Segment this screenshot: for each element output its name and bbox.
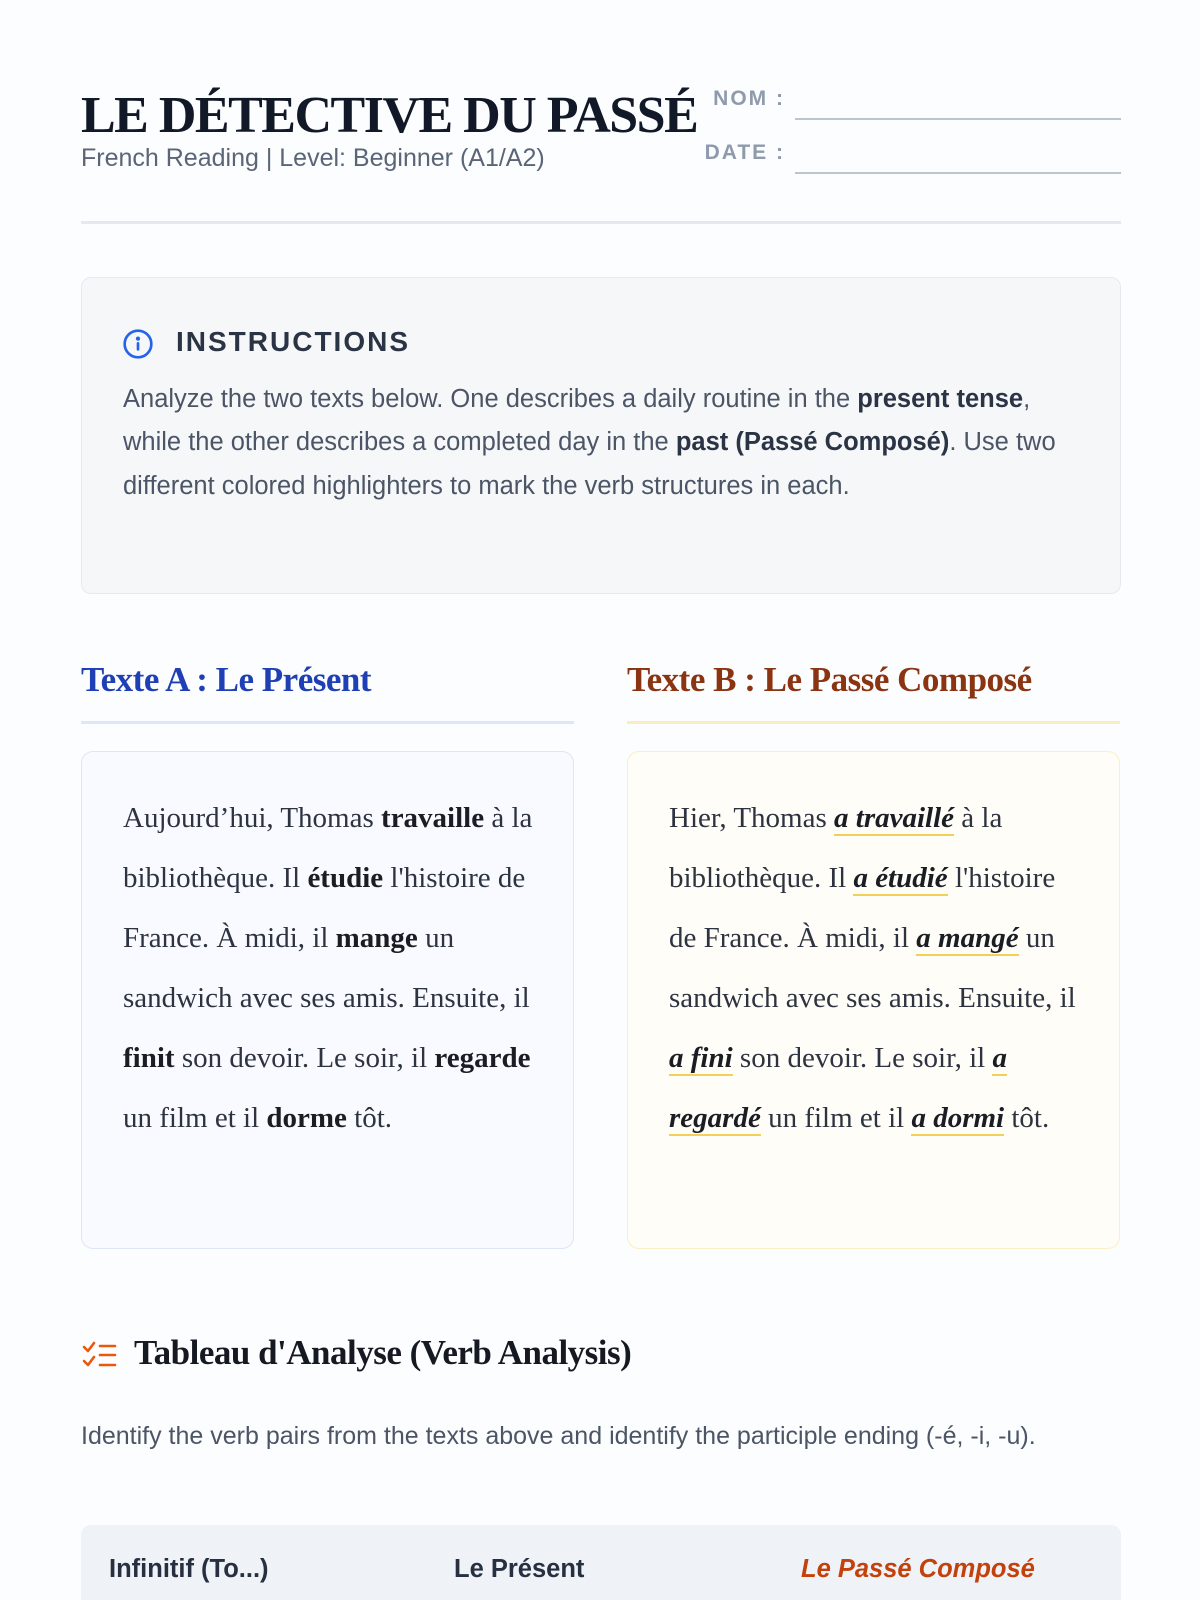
- texte-b-heading: Texte B : Le Passé Composé: [627, 660, 1120, 724]
- present-verb: dorme: [266, 1102, 347, 1134]
- instructions-title: INSTRUCTIONS: [176, 326, 410, 357]
- column-header-present: Le Présent: [454, 1555, 585, 1583]
- column-header-passe-compose: Le Passé Composé: [801, 1555, 1035, 1583]
- past-verb: a étudié: [853, 862, 948, 894]
- page-title: LE DÉTECTIVE DU PASSÉ: [81, 87, 698, 144]
- analysis-title: Tableau d'Analyse (Verb Analysis): [134, 1333, 632, 1372]
- page-subtitle: French Reading | Level: Beginner (A1/A2): [81, 144, 545, 172]
- present-verb: mange: [335, 922, 418, 954]
- instructions-box: [81, 277, 1121, 594]
- column-header-infinitif: Infinitif (To...): [109, 1555, 269, 1583]
- name-field-row[interactable]: [699, 80, 1121, 120]
- info-circle-icon: [122, 328, 154, 360]
- checklist-icon: [81, 1340, 117, 1372]
- past-verb: a regardé: [669, 1042, 1007, 1134]
- past-verb: a dormi: [911, 1102, 1005, 1134]
- past-verb: a mangé: [916, 922, 1019, 954]
- name-field[interactable]: [795, 118, 1121, 120]
- name-label: NOM :: [713, 87, 785, 110]
- date-label: DATE :: [704, 141, 785, 164]
- texte-b-passage: Hier, Thomas a travaillé à la bibliothèque. Il a étudié l'histoire de France. À midi, il a mangé un sandwich avec ses amis. Ensuite, il a fini son devoir. Le soir, il a regardé un film et il a dormi tôt.: [627, 751, 1120, 1249]
- date-field[interactable]: [795, 172, 1121, 174]
- texte-a-heading: Texte A : Le Présent: [81, 660, 574, 724]
- present-verb: finit: [123, 1042, 175, 1074]
- present-verb: regarde: [434, 1042, 531, 1074]
- analysis-description: Identify the verb pairs from the texts above and identify the participle ending (-é, -i, -u).: [81, 1422, 1036, 1450]
- date-field-row[interactable]: [699, 134, 1121, 174]
- past-verb: a fini: [669, 1042, 733, 1074]
- instructions-text: Analyze the two texts below. One describes a daily routine in the present tense, while the other describes a completed day in the past (Passé Composé). Use two different colored highlighters to mark the verb structures in each.: [123, 385, 1056, 500]
- worksheet-header: [81, 80, 1121, 224]
- present-verb: travaille: [381, 802, 485, 834]
- analysis-table-header: [81, 1525, 1121, 1600]
- texte-a-passage: Aujourd’hui, Thomas travaille à la bibliothèque. Il étudie l'histoire de France. À midi, il mange un sandwich avec ses amis. Ensuite, il finit son devoir. Le soir, il regarde un film et il dorme tôt.: [81, 751, 574, 1249]
- present-verb: étudie: [307, 862, 384, 894]
- past-verb: a travaillé: [834, 802, 955, 834]
